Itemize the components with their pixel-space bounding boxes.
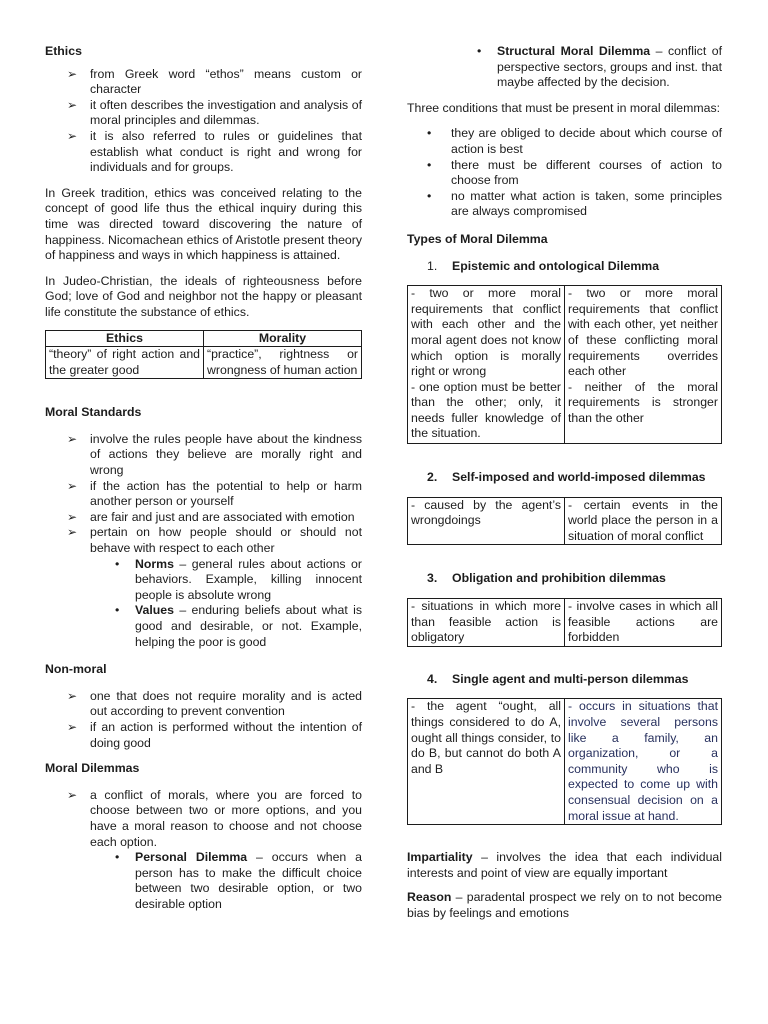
non-moral-list bbox=[45, 689, 362, 751]
list-item: ➢ it is also referred to rules or guidelines that establish what conduct is right and wrong for individuals and for groups. bbox=[67, 128, 362, 175]
list-item: • Values – enduring beliefs about what is good and desirable, or not. Example, helping the poor is good bbox=[115, 603, 362, 649]
list-item: • no matter what action is taken, some principles are always compromised bbox=[427, 188, 722, 219]
table-cell: - certain events in the world place the person in a situation of moral conflict bbox=[565, 497, 722, 545]
arrow-bullet-icon: ➢ bbox=[67, 688, 78, 703]
list-item: ➢ a conflict of morals, where you are forced to choose between two or more options, and you have a moral reason to choose and not choose each option. bbox=[67, 787, 362, 849]
right-column bbox=[407, 44, 722, 922]
arrow-bullet-icon: ➢ bbox=[67, 509, 78, 524]
personal-dilemma-list bbox=[45, 850, 362, 912]
list-item: ➢ pertain on how people should or should not behave with respect to each other bbox=[67, 525, 362, 556]
greek-paragraph: In Greek tradition, ethics was conceived relating to the concept of good life thus the ethical inquiry during this time was directed toward discovering the nature of happiness. Nicomachean ethics of Aristotle present theory of happiness and ways in which happiness is attained. bbox=[45, 185, 362, 263]
arrow-bullet-icon: ➢ bbox=[67, 525, 78, 540]
moral-standards-list bbox=[45, 432, 362, 557]
norms-values-list bbox=[45, 557, 362, 651]
conditions-intro: Three conditions that must be present in moral dilemmas: bbox=[407, 100, 721, 115]
table-cell: - caused by the agent’s wrongdoings bbox=[408, 497, 565, 545]
arrow-bullet-icon: ➢ bbox=[67, 719, 78, 734]
arrow-bullet-icon: ➢ bbox=[67, 66, 78, 81]
table-cell: “practice”, rightness or wrongness of human action bbox=[204, 347, 362, 379]
bullet-icon: • bbox=[427, 126, 432, 141]
table-cell: “theory” of right action and the greater good bbox=[46, 347, 204, 379]
impartiality-paragraph: Impartiality – involves the idea that each individual interests and point of view are equally important bbox=[407, 850, 722, 880]
type3-heading: 3. Obligation and prohibition dilemmas bbox=[427, 571, 666, 586]
list-item: ➢ from Greek word “ethos” means custom or character bbox=[67, 66, 362, 97]
types-title: Types of Moral Dilemma bbox=[407, 231, 548, 246]
type3-table bbox=[407, 598, 722, 647]
bullet-icon: • bbox=[427, 157, 432, 172]
moral-dilemmas-list bbox=[45, 788, 362, 850]
bullet-icon: • bbox=[115, 556, 120, 571]
moral-standards-title: Moral Standards bbox=[45, 405, 142, 420]
table-cell: - two or more moral requirements that conflict with each other, yet neither of these conflicting moral requirements overrides each other - neither of the moral requirements is stronger than the other bbox=[565, 286, 722, 444]
list-item: ➢ if an action is performed without the intention of doing good bbox=[67, 719, 362, 750]
list-item: ➢ are fair and just and are associated with emotion bbox=[67, 509, 355, 524]
judeo-paragraph: In Judeo-Christian, the ideals of righteousness before God; love of God and neighbor not the happy or pleasant life constitute the substance of ethics. bbox=[45, 273, 362, 319]
ethics-title: Ethics bbox=[45, 44, 82, 58]
list-item: • Norms – general rules about actions or behaviors. Example, killing innocent people is absolute wrong bbox=[115, 556, 362, 602]
arrow-bullet-icon: ➢ bbox=[67, 97, 78, 112]
type4-heading: 4. Single agent and multi-person dilemmas bbox=[427, 671, 689, 686]
arrow-bullet-icon: ➢ bbox=[67, 787, 78, 802]
moral-dilemmas-title: Moral Dilemmas bbox=[45, 761, 140, 776]
type4-table bbox=[407, 698, 722, 825]
table-cell: - the agent “ought, all things considered to do A, ought all things consider, to do B, but cannot do both A and B bbox=[408, 699, 565, 825]
type1-heading: 1. Epistemic and ontological Dilemma bbox=[427, 258, 660, 273]
reason-paragraph: Reason – paradental prospect we rely on to not become bias by feelings and emotions bbox=[407, 890, 722, 920]
list-item: • Personal Dilemma – occurs when a person has to make the difficult choice between two desirable option, or two desirable option bbox=[115, 850, 362, 911]
list-item: ➢ if the action has the potential to help or harm another person or yourself bbox=[67, 478, 362, 509]
conditions-list bbox=[407, 126, 722, 220]
bullet-icon: • bbox=[427, 188, 432, 203]
ethics-list bbox=[45, 67, 362, 176]
list-item: ➢ involve the rules people have about the kindness of actions they believe are morally right and wrong bbox=[67, 431, 362, 478]
non-moral-title: Non-moral bbox=[45, 662, 107, 677]
list-item: • Structural Moral Dilemma – conflict of perspective sectors, groups and inst. that maybe affected by the decision. bbox=[477, 44, 722, 90]
arrow-bullet-icon: ➢ bbox=[67, 431, 78, 446]
type2-heading: 2. Self-imposed and world-imposed dilemmas bbox=[427, 470, 706, 485]
table-header: Morality bbox=[204, 330, 362, 347]
list-item: • there must be different courses of action to choose from bbox=[427, 157, 722, 188]
bullet-icon: • bbox=[115, 603, 120, 618]
list-item: • they are obliged to decide about which course of action is best bbox=[427, 126, 722, 156]
table-cell: - situations in which more than feasible action is obligatory bbox=[408, 599, 565, 647]
table-cell: - two or more moral requirements that conflict with each other and the moral agent does not know which option is morally right or wrong - one option must be better than the other; only, it needs fuller knowledge of the situation. bbox=[408, 286, 565, 444]
bullet-icon: • bbox=[115, 850, 120, 865]
list-item: ➢ one that does not require morality and is acted out according to prevent convention bbox=[67, 688, 362, 719]
type2-table bbox=[407, 497, 722, 546]
structural-dilemma-list bbox=[407, 44, 722, 91]
ethics-morality-table bbox=[45, 330, 362, 380]
type1-table bbox=[407, 285, 722, 444]
bullet-icon: • bbox=[477, 44, 482, 58]
list-item: ➢ it often describes the investigation and analysis of moral principles and dilemmas. bbox=[67, 97, 362, 128]
table-cell: - involve cases in which all feasible actions are forbidden bbox=[565, 599, 722, 647]
arrow-bullet-icon: ➢ bbox=[67, 478, 78, 493]
table-cell: - occurs in situations that involve several persons like a family, an organization, or a community who is expected to come up with consensual decision on a moral issue at hand. bbox=[565, 699, 722, 825]
table-header: Ethics bbox=[46, 330, 204, 347]
left-column bbox=[45, 44, 362, 913]
arrow-bullet-icon: ➢ bbox=[67, 128, 78, 143]
